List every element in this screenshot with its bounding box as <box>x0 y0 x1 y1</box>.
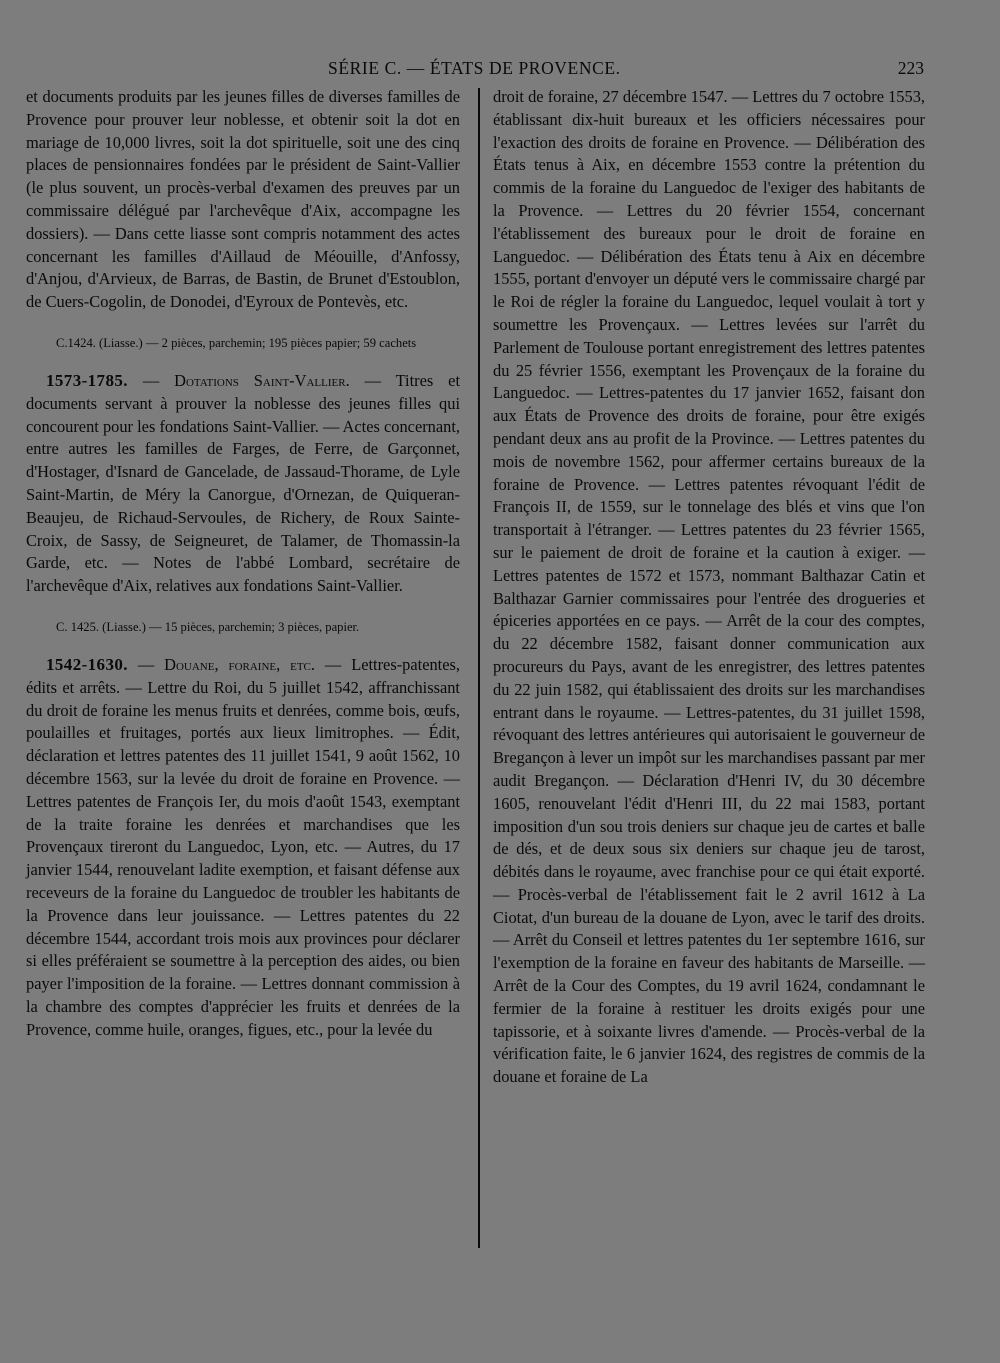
intro-paragraph: et documents produits par les jeunes filles de diverses familles de Provence pour prouver leur noblesse, et obtenir soit la dot en mariage de 10,000 livres, soit la dot spirituelle, soit une des cinq places de pensionnaires fondées par le président de Saint-Vallier (le plus souvent, un procès-verbal d'examen des preuves par un commissaire délégué par l'archevêque d'Aix, accompagne les dossiers). — Dans cette liasse sont compris notamment des actes concernant les familles d'Aillaud de Méouille, d'Anfossy, d'Anjou, d'Arvieux, de Barras, de Bastin, de Brunet d'Estoublon, de Cuers-Cogolin, de Donodei, d'Eyroux de Pontevès, etc. <box>26 87 460 312</box>
page-header <box>0 56 1000 82</box>
entry-1424-title: — Dotations Saint-Vallier. <box>142 370 350 390</box>
entry-1424 <box>26 370 460 598</box>
page-number: 223 <box>897 58 924 78</box>
entry-1425-dates: 1542-1630. <box>46 654 128 674</box>
entry-1425-title: — Douane, foraine, etc. <box>137 654 315 674</box>
column-divider <box>478 88 480 1248</box>
right-column-text: droit de foraine, 27 décembre 1547. — Lettres du 7 octobre 1553, établissant dix-huit bureaux et les officiers nécessaires pour l'exaction des droits de foraine en Provence. — Délibération des États tenus à Aix, en décembre 1553 contre la prétention du commis de la foraine du Languedoc de l'exiger des habitants de la Provence. — Lettres du 20 février 1554, concernant l'établissement des bureaux pour le droit de foraine en Languedoc. — Délibération des États tenu à Aix en décembre 1555, portant d'envoyer un député vers le commissaire chargé par le Roi de régler la foraine du Languedoc, lequel voulait à tort y soumettre les Provençaux. — Lettres levées sur l'arrêt du Parlement de Toulouse portant enregistrement des lettres patentes du 25 février 1556, exemptant les Provençaux de la foraine du Languedoc. — Lettres-patentes du 17 janvier 1652, faisant don aux États de Provence des droits de foraine, pour être exigés pendant deux ans au profit de la Province. — Lettres patentes du mois de novembre 1562, pour affermer certains bureaux de la foraine de Provence. — Lettres patentes révoquant l'édit de François II, de 1559, sur le tonnelage des blés et vins que l'on transportait à l'étranger. — Lettres patentes du 23 février 1565, sur le paiement de droit de foraine et la caution à exiger. — Lettres patentes de 1572 et 1573, nommant Balthazar Catin et Balthazar Garnier commissaires pour l'entrée des drogueries et épiceries apportées en ce pays. — Arrêt de la cour des comptes, du 22 décembre 1582, faisant donner communication aux procureurs du Pays, avant de les enregistrer, des lettres patentes du 22 juin 1582, qui établissaient des droits sur les marchandises entrant dans le royaume. — Lettres-patentes, du 31 juillet 1598, révoquant des lettres antérieures qui autorisaient le gouverneur de Bregançon à lever un impôt sur les marchandises passant par mer audit Bregançon. — Déclaration d'Henri IV, du 30 décembre 1605, renouvelant l'édit d'Henri III, du 22 mai 1583, portant imposition d'un sou trois deniers sur chaque jeu de cartes et balle de dés, et de deux sous six deniers sur chaque jeu de tarost, débités dans le royaume, avec franchise pour ce qui était exporté. — Procès-verbal de l'établissement fait le 2 avril 1612 à La Ciotat, d'un bureau de la douane de Lyon, avec le tarif des droits. — Arrêt du Conseil et lettres patentes du 1er septembre 1616, sur l'exemption de la foraine en faveur des habitants de Marseille. — Arrêt de la Cour des Comptes, du 19 avril 1624, condamnant le fermier de la foraine à restituer les droits exigés pour une tapissorie, et à soixante livres d'amende. — Procès-verbal de la vérification faite, le 6 janvier 1624, des registres de commis de la douane et foraine de La <box>493 87 925 1087</box>
entry-1425-text: — Lettres-patentes, édits et arrêts. — Lettre du Roi, du 5 juillet 1542, affranchissant du droit de foraine les menus fruits et denrées, comme bois, œufs, poulailles et fruitages, portés aux lieux limitrophes. — Édit, déclaration et lettres patentes des 11 juillet 1541, 9 août 1562, 10 décembre 1563, sur la levée du droit de foraine en Provence. — Lettres patentes de François Ier, du mois d'août 1543, exemptant de la traite foraine les denrées et marchandises que les Provençaux tireront du Languedoc, Lyon, etc. — Autres, du 17 janvier 1544, renouvelant ladite exemption, et faisant défense aux receveurs de la foraine du Languedoc de troubler les habitants de la Provence dans leur jouissance. — Lettres patentes du 22 décembre 1544, accordant trois mois aux provinces pour déclarer si elles préféraient se soumettre à la perception des aides, ou bien payer l'imposition de la foraine. — Lettres donnant commission à la chambre des comptes d'apprécier les fruits et denrées de la Provence, comme huile, oranges, figues, etc., pour la levée du <box>26 654 460 1039</box>
entry-1424-text: — Titres et documents servant à prouver la noblesse des jeunes filles qui concourent pour les fondations Saint-Vallier. — Actes concernant, entre autres les familles de Farges, de Ferre, de Garçonnet, d'Hostager, d'Isnard de Gancelade, de Jassaud-Thorame, de Lyle Saint-Martin, de Méry la Canorgue, d'Ornezan, de Quiqueran-Beaujeu, de Richaud-Servoules, de Richery, de Roux Sainte-Croix, de Sassy, de Seigneuret, de Talamer, de Thomassin-la Garde, etc. — Notes de l'abbé Lombard, secrétaire de l'archevêque d'Aix, relatives aux fondations Saint-Vallier. <box>26 370 460 596</box>
cote-1425: C. 1425. (Liasse.) — 15 pièces, parchemin; 3 pièces, papier. <box>56 619 360 634</box>
left-column <box>26 86 460 1041</box>
series-title: SÉRIE C. — ÉTATS DE PROVENCE. <box>328 58 621 78</box>
entry-1425 <box>26 654 460 1042</box>
right-column <box>493 86 925 1089</box>
cote-1424: C.1424. (Liasse.) — 2 pièces, parchemin; 195 pièces papier; 59 cachets <box>56 335 417 350</box>
entry-1424-dates: 1573-1785. <box>46 370 128 390</box>
